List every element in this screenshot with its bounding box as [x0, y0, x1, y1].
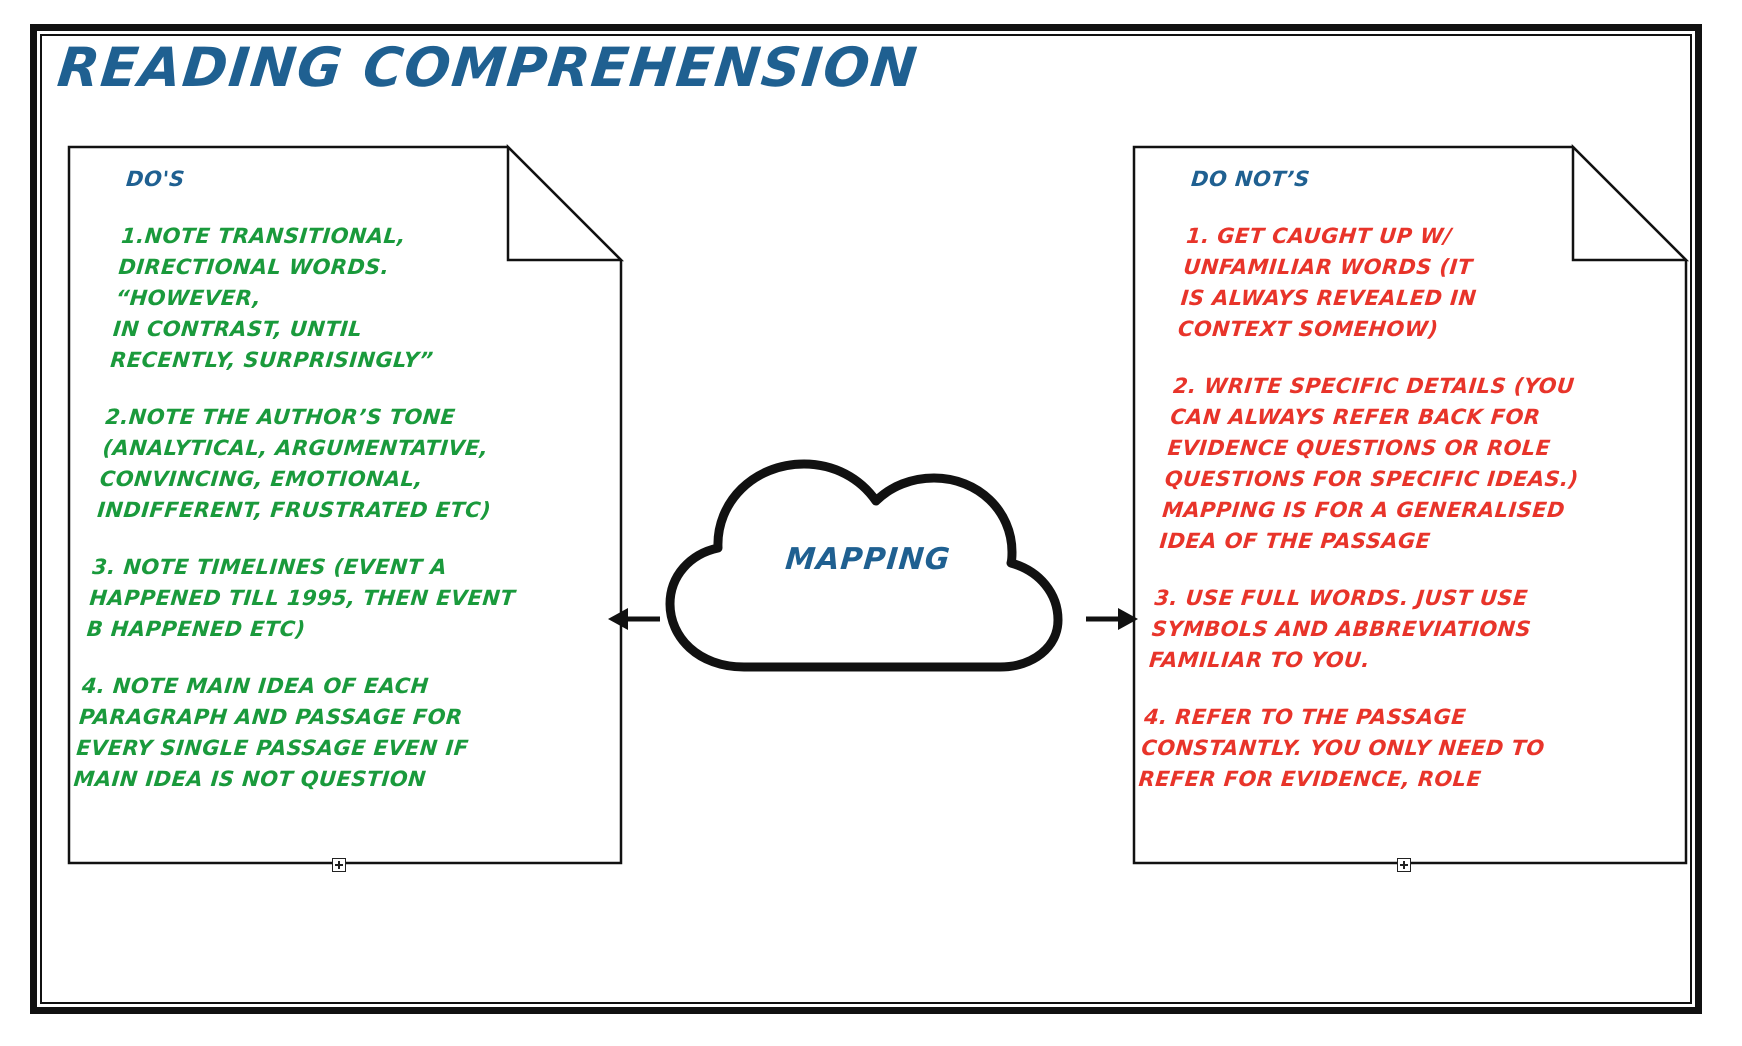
donts-item-1: 1. GET CAUGHT UP W/ UNFAMILIAR WORDS (IT IS ALWAYS REVEALED IN CONTEXT SOMEHOW): [1177, 224, 1478, 341]
donts-card[interactable]: [1133, 146, 1689, 864]
donts-item-3: 3. USE FULL WORDS. JUST USE SYMBOLS AND ABBREVIATIONS FAMILIAR TO YOU.: [1148, 586, 1533, 672]
arrow-right-icon: [1082, 602, 1138, 640]
donts-item-2: 2. WRITE SPECIFIC DETAILS (YOU CAN ALWAYS REFER BACK FOR EVIDENCE QUESTIONS OR ROLE QUESTIONS FOR SPECIFIC IDEAS.) MAPPING IS FOR A GENERALISED IDEA OF THE PASSAGE: [1158, 374, 1580, 553]
donts-item-4: 4. REFER TO THE PASSAGE CONSTANTLY. YOU ONLY NEED TO REFER FOR EVIDENCE, ROLE: [1137, 705, 1546, 791]
mapping-cloud[interactable]: [648, 432, 1088, 692]
dos-item-4: 4. NOTE MAIN IDEA OF EACH PARAGRAPH AND PASSAGE FOR EVERY SINGLE PASSAGE EVEN IF MAIN IDEA IS NOT QUESTION: [72, 674, 470, 791]
donts-heading: DO NOT’S: [1190, 167, 1311, 191]
dos-content: [72, 164, 627, 795]
donts-card-resize-handle[interactable]: [1397, 858, 1411, 872]
dos-item-1: 1.NOTE TRANSITIONAL, DIRECTIONAL WORDS. “HOWEVER, IN CONTRAST, UNTIL RECENTLY, SURPRISINGLY”: [109, 224, 435, 372]
dos-card-resize-handle[interactable]: [332, 858, 346, 872]
dos-card[interactable]: [68, 146, 624, 864]
dos-heading: DO'S: [125, 167, 186, 191]
page-title: READING COMPREHENSION: [54, 36, 921, 99]
arrow-left-icon: [608, 602, 664, 640]
dos-item-2: 2.NOTE THE AUTHOR’S TONE (ANALYTICAL, ARGUMENTATIVE, CONVINCING, EMOTIONAL, INDIFFERENT, FRUSTRATED ETC): [96, 405, 493, 522]
dos-item-3: 3. NOTE TIMELINES (EVENT A HAPPENED TILL 1995, THEN EVENT B HAPPENED ETC): [85, 555, 517, 641]
cloud-label: MAPPING: [783, 542, 952, 577]
donts-content: [1137, 164, 1692, 795]
